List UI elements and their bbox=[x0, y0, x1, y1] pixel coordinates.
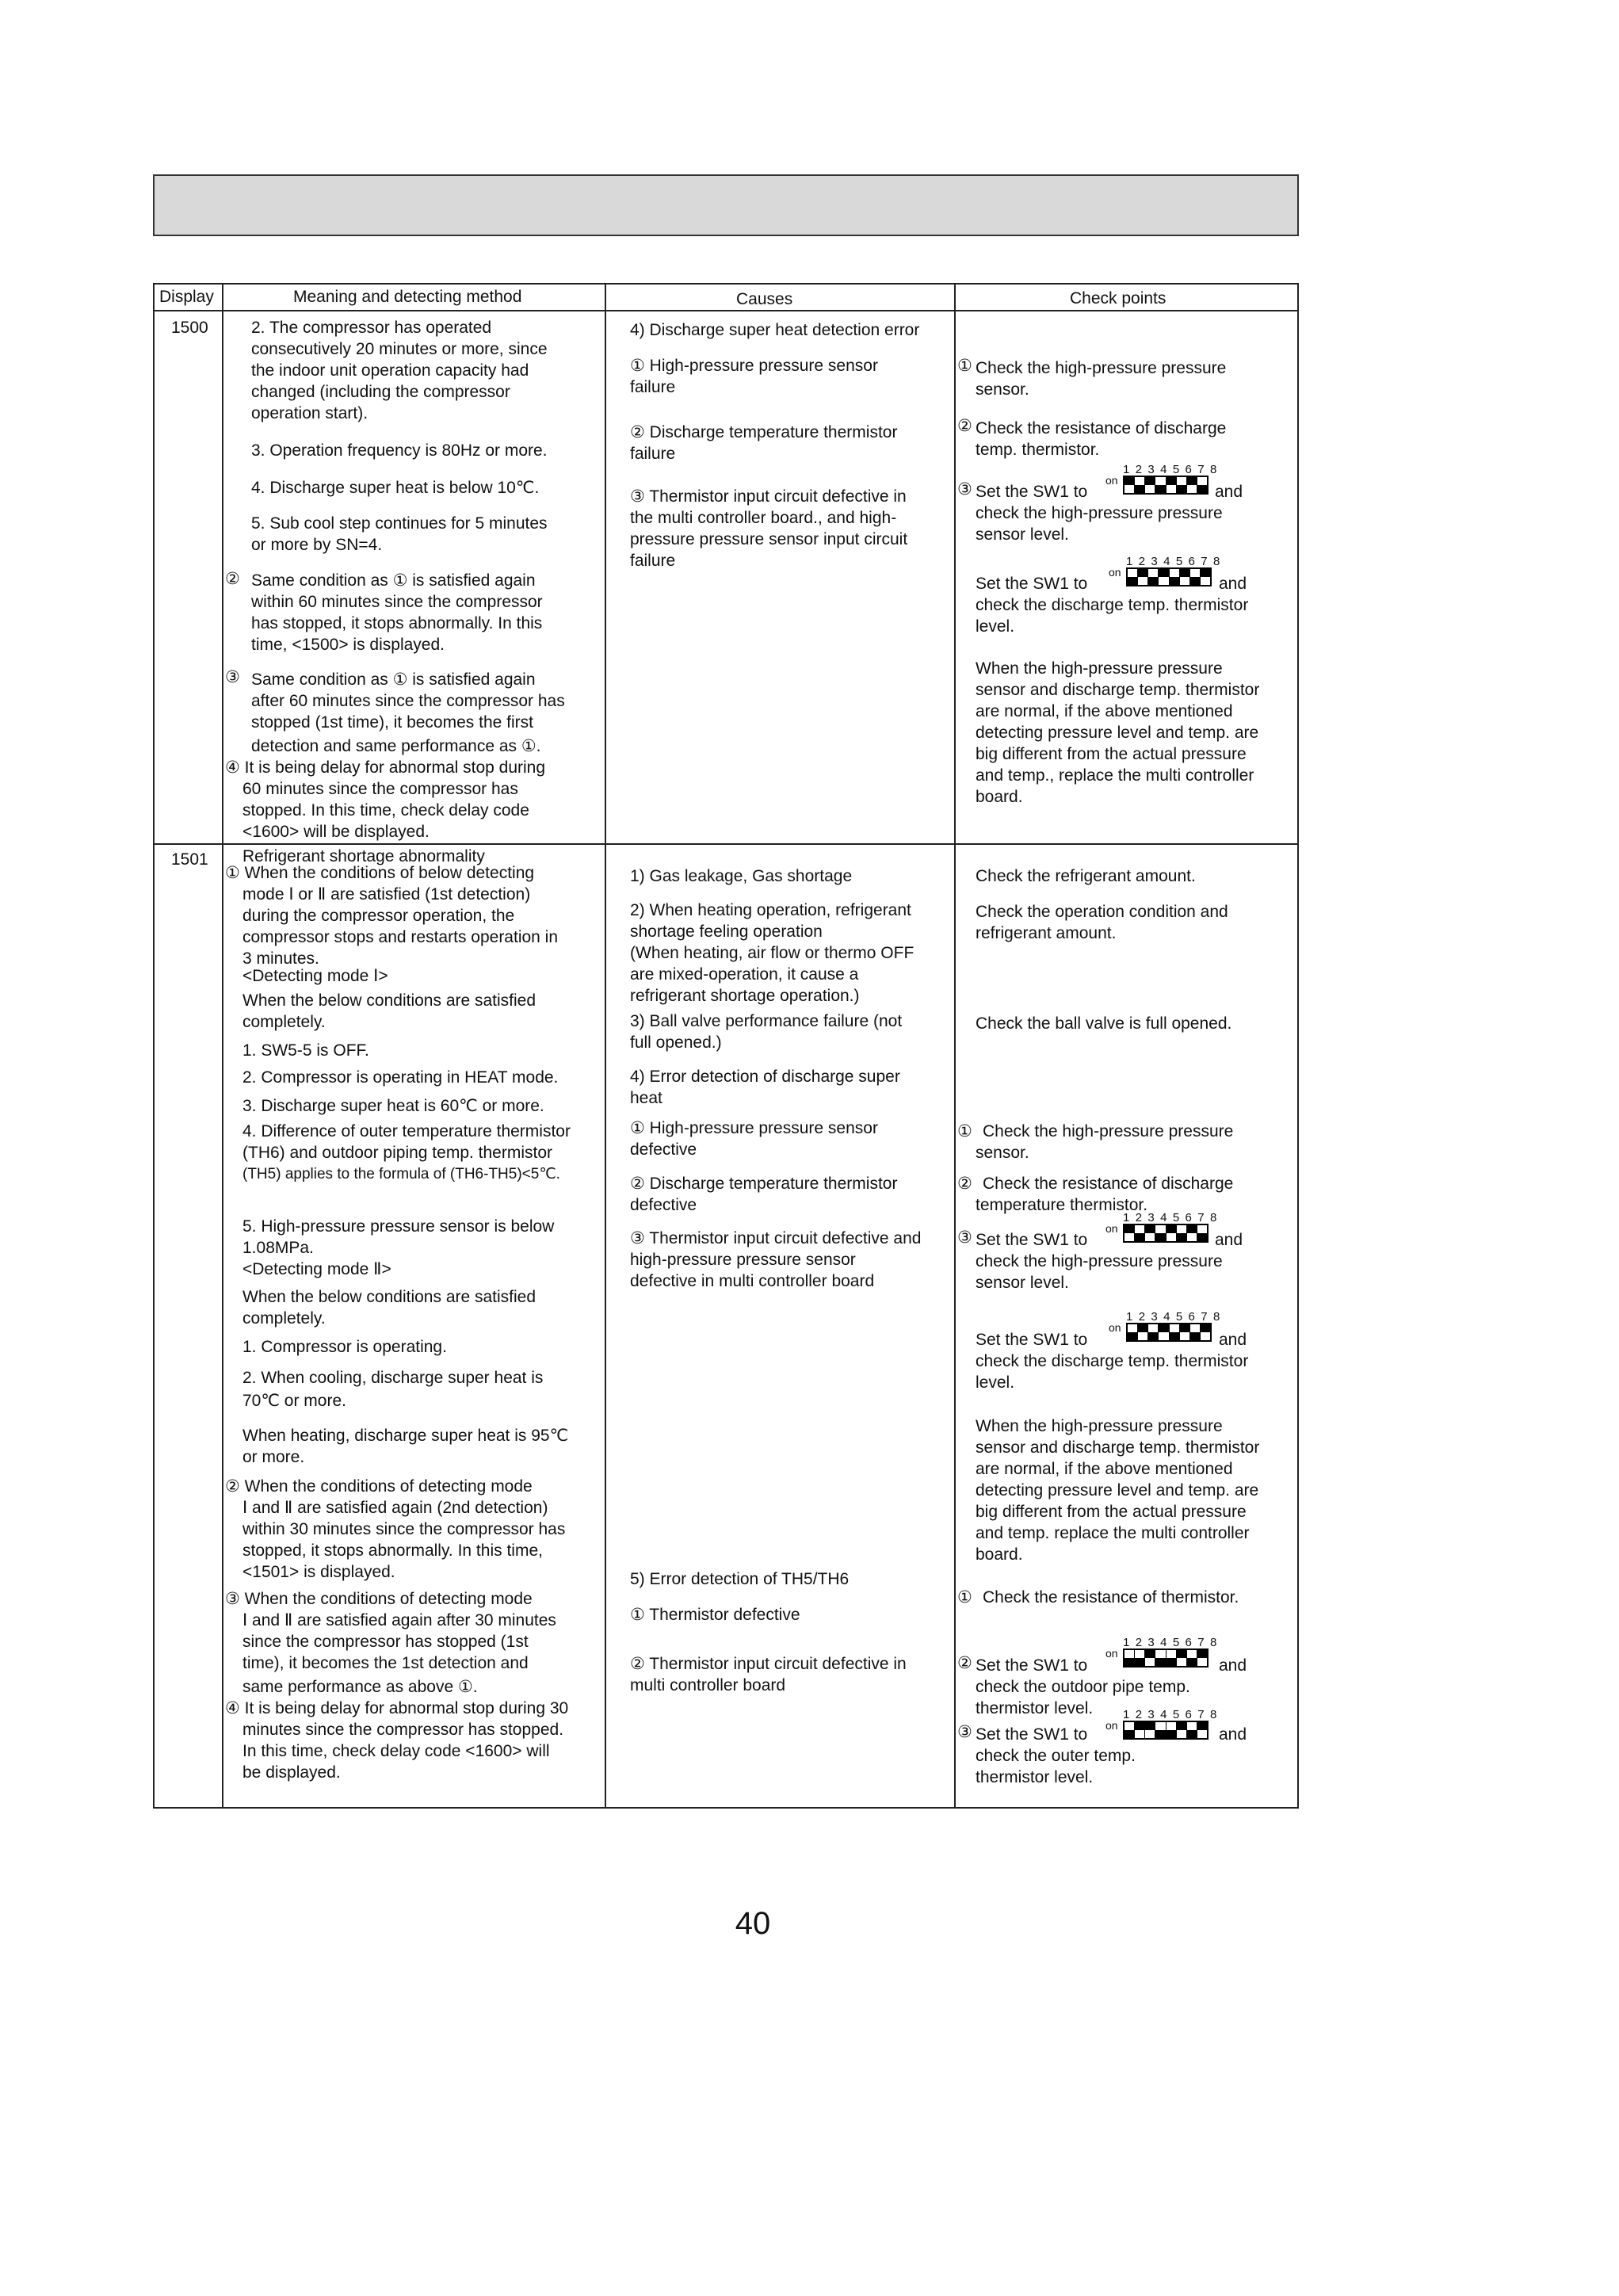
dip-switch-numbers: 1 2 3 4 5 6 7 8 bbox=[1126, 1310, 1221, 1324]
check-line: board. bbox=[976, 1545, 1023, 1564]
check-line: detecting pressure level and temp. are bbox=[976, 1481, 1259, 1499]
column-divider bbox=[222, 285, 223, 1807]
meaning-line: In this time, check delay code <1600> will bbox=[242, 1742, 550, 1760]
meaning-line: Same condition as ① is satisfied again bbox=[251, 670, 536, 689]
meaning-line: completely. bbox=[242, 1013, 326, 1031]
check-line: check the high-pressure pressure bbox=[976, 1252, 1223, 1270]
cause-line: 4) Error detection of discharge super bbox=[630, 1068, 900, 1086]
meaning-line: 1. Compressor is operating. bbox=[242, 1338, 447, 1356]
check-line: When the high-pressure pressure bbox=[976, 659, 1223, 678]
check-line: big different from the actual pressure bbox=[976, 745, 1247, 763]
check-line: check the discharge temp. thermistor bbox=[976, 1352, 1249, 1370]
column-divider bbox=[605, 285, 606, 1807]
check-line: check the discharge temp. thermistor bbox=[976, 596, 1249, 614]
check-line: Set the SW1 to bbox=[976, 483, 1088, 501]
meaning-line: or more by SN=4. bbox=[251, 536, 383, 554]
meaning-line: completely. bbox=[242, 1309, 326, 1328]
dip-switch-diagram bbox=[1109, 1310, 1221, 1342]
header-causes: Causes bbox=[736, 290, 793, 308]
check-line: Check the high-pressure pressure bbox=[983, 1122, 1234, 1140]
check-line: check the outdoor pipe temp. bbox=[976, 1678, 1190, 1696]
meaning-line: during the compressor operation, the bbox=[242, 907, 515, 925]
meaning-line: same performance as above ①. bbox=[242, 1678, 478, 1696]
check-marker: ③ bbox=[957, 1228, 972, 1247]
cause-line: defective in multi controller board bbox=[630, 1272, 875, 1290]
cause-line: heat bbox=[630, 1089, 662, 1107]
page-number: 40 bbox=[735, 1906, 771, 1941]
check-line: are normal, if the above mentioned bbox=[976, 1460, 1233, 1478]
cause-line: failure bbox=[630, 552, 676, 570]
check-line: Check the refrigerant amount. bbox=[976, 867, 1196, 885]
check-marker: ① bbox=[957, 1122, 972, 1140]
cause-line: ② Discharge temperature thermistor bbox=[630, 1175, 898, 1193]
cause-line: shortage feeling operation bbox=[630, 923, 823, 941]
cause-line: pressure pressure sensor input circuit bbox=[630, 530, 908, 548]
check-line: Check the resistance of thermistor. bbox=[983, 1588, 1239, 1606]
check-line: and temp. replace the multi controller bbox=[976, 1524, 1250, 1542]
meaning-line: ③ When the conditions of detecting mode bbox=[225, 1590, 533, 1608]
cause-line: are mixed-operation, it cause a bbox=[630, 965, 859, 984]
check-line: level. bbox=[976, 1373, 1015, 1392]
cause-line: ① Thermistor defective bbox=[630, 1606, 800, 1624]
check-marker: ② bbox=[957, 1175, 972, 1193]
meaning-line: time), it becomes the 1st detection and bbox=[242, 1654, 529, 1672]
cause-line: ③ Thermistor input circuit defective in bbox=[630, 487, 907, 506]
meaning-line: detection and same performance as ①. bbox=[251, 737, 541, 755]
check-marker: ② bbox=[957, 1654, 972, 1672]
dip-switch-on-label: on bbox=[1109, 566, 1121, 579]
meaning-line: Ⅰ and Ⅱ are satisfied again (2nd detection) bbox=[242, 1499, 548, 1517]
meaning-marker: ② bbox=[225, 570, 240, 588]
meaning-line: mode Ⅰ or Ⅱ are satisfied (1st detection) bbox=[242, 885, 531, 904]
meaning-line: When the below conditions are satisfied bbox=[242, 991, 536, 1010]
cause-line: ① High-pressure pressure sensor bbox=[630, 357, 878, 375]
check-line: level. bbox=[976, 617, 1015, 636]
meaning-line: 1.08MPa. bbox=[242, 1239, 314, 1257]
check-marker: ① bbox=[957, 357, 972, 375]
check-line: Set the SW1 to bbox=[976, 575, 1088, 593]
meaning-line: consecutively 20 minutes or more, since bbox=[251, 340, 548, 358]
meaning-line: 3. Operation frequency is 80Hz or more. bbox=[251, 441, 548, 460]
meaning-line: 2. The compressor has operated bbox=[251, 319, 492, 337]
check-line: sensor. bbox=[976, 1144, 1029, 1162]
check-line: check the high-pressure pressure bbox=[976, 504, 1223, 522]
meaning-line: <Detecting mode Ⅱ> bbox=[242, 1260, 391, 1278]
check-line: and temp., replace the multi controller bbox=[976, 766, 1254, 785]
meaning-line: within 60 minutes since the compressor bbox=[251, 593, 543, 611]
meaning-line: compressor stops and restarts operation in bbox=[242, 928, 559, 946]
cause-line: full opened.) bbox=[630, 1033, 722, 1052]
meaning-line: <1501> is displayed. bbox=[242, 1563, 395, 1581]
cause-line: ① High-pressure pressure sensor bbox=[630, 1119, 878, 1137]
dip-switch-on-label: on bbox=[1109, 1321, 1121, 1334]
dip-switch-numbers: 1 2 3 4 5 6 7 8 bbox=[1123, 463, 1218, 476]
cause-line: high-pressure pressure sensor bbox=[630, 1251, 856, 1269]
cause-line: ② Discharge temperature thermistor bbox=[630, 423, 898, 441]
meaning-line: 3. Discharge super heat is 60℃ or more. bbox=[242, 1097, 544, 1115]
dip-switch-diagram bbox=[1105, 1708, 1218, 1740]
dip-switch-on-label: on bbox=[1105, 474, 1118, 487]
meaning-line: ② When the conditions of detecting mode bbox=[225, 1477, 533, 1496]
meaning-line: 60 minutes since the compressor has bbox=[242, 780, 518, 798]
check-line: temperature thermistor. bbox=[976, 1196, 1148, 1214]
meaning-line: When the below conditions are satisfied bbox=[242, 1288, 536, 1306]
meaning-line: since the compressor has stopped (1st bbox=[242, 1633, 529, 1651]
meaning-line: 5. Sub cool step continues for 5 minutes bbox=[251, 514, 548, 533]
header-display: Display bbox=[159, 288, 214, 306]
cause-line: ② Thermistor input circuit defective in bbox=[630, 1655, 907, 1673]
header-check-points: Check points bbox=[1070, 289, 1167, 308]
meaning-line: 3 minutes. bbox=[242, 949, 319, 968]
meaning-line: stopped (1st time), it becomes the first bbox=[251, 713, 533, 732]
check-line: Check the resistance of discharge bbox=[983, 1175, 1234, 1193]
check-marker: ① bbox=[957, 1588, 972, 1606]
dip-switch-diagram bbox=[1105, 463, 1218, 495]
display-code-1501: 1501 bbox=[171, 850, 208, 869]
header-meaning: Meaning and detecting method bbox=[293, 288, 522, 306]
dip-switch-diagram bbox=[1105, 1211, 1218, 1243]
check-line: Set the SW1 to bbox=[976, 1231, 1088, 1249]
meaning-line: 4. Difference of outer temperature thermistor bbox=[242, 1122, 571, 1140]
meaning-line: within 30 minutes since the compressor has bbox=[242, 1520, 566, 1538]
dip-switch-on-label: on bbox=[1105, 1647, 1118, 1660]
display-code-1500: 1500 bbox=[171, 319, 208, 337]
meaning-line: <Detecting mode Ⅰ> bbox=[242, 967, 388, 985]
cause-line: 3) Ball valve performance failure (not bbox=[630, 1012, 903, 1030]
meaning-line: 4. Discharge super heat is below 10℃. bbox=[251, 479, 540, 497]
meaning-line: (TH6) and outdoor piping temp. thermistor bbox=[242, 1144, 553, 1162]
check-line: and bbox=[1219, 575, 1247, 593]
meaning-line: Same condition as ① is satisfied again bbox=[251, 571, 536, 590]
section-header-band bbox=[153, 174, 1299, 236]
meaning-line: (TH5) applies to the formula of (TH6-TH5)<5℃. bbox=[242, 1166, 560, 1182]
meaning-line: operation start). bbox=[251, 404, 368, 422]
dip-switch-numbers: 1 2 3 4 5 6 7 8 bbox=[1123, 1636, 1218, 1649]
meaning-line: 5. High-pressure pressure sensor is below bbox=[242, 1217, 555, 1236]
meaning-line: has stopped, it stops abnormally. In this bbox=[251, 614, 543, 632]
dip-switch-on-label: on bbox=[1105, 1222, 1118, 1235]
cause-line: failure bbox=[630, 378, 676, 396]
cause-line: failure bbox=[630, 445, 676, 463]
meaning-marker: ③ bbox=[225, 668, 240, 686]
check-line: sensor. bbox=[976, 380, 1029, 399]
check-line: sensor level. bbox=[976, 1274, 1069, 1292]
meaning-line: or more. bbox=[242, 1448, 305, 1466]
dip-switch-diagram bbox=[1109, 555, 1221, 586]
check-line: Check the operation condition and bbox=[976, 903, 1228, 921]
dip-switch-numbers: 1 2 3 4 5 6 7 8 bbox=[1123, 1211, 1218, 1224]
check-line: check the outer temp. bbox=[976, 1747, 1136, 1765]
check-marker: ② bbox=[957, 417, 972, 435]
check-line: Check the ball valve is full opened. bbox=[976, 1014, 1232, 1033]
dip-switch-diagram bbox=[1105, 1636, 1218, 1668]
check-line: Check the high-pressure pressure bbox=[976, 359, 1227, 377]
check-line: sensor level. bbox=[976, 525, 1069, 544]
check-line: sensor and discharge temp. thermistor bbox=[976, 681, 1260, 699]
check-line: and bbox=[1215, 483, 1243, 501]
check-line: Check the resistance of discharge bbox=[976, 419, 1227, 437]
check-line: and bbox=[1219, 1331, 1247, 1349]
meaning-line: 1. SW5-5 is OFF. bbox=[242, 1041, 369, 1060]
meaning-line: ④ It is being delay for abnormal stop during 30 bbox=[225, 1699, 569, 1717]
meaning-line: <1600> will be displayed. bbox=[242, 823, 430, 841]
cause-line: the multi controller board., and high- bbox=[630, 509, 897, 527]
meaning-line: 2. When cooling, discharge super heat is bbox=[242, 1369, 544, 1387]
check-line: and bbox=[1219, 1656, 1247, 1675]
check-marker: ③ bbox=[957, 480, 972, 499]
meaning-line: ① When the conditions of below detecting bbox=[225, 864, 535, 882]
check-line: thermistor level. bbox=[976, 1699, 1094, 1717]
meaning-line: stopped. In this time, check delay code bbox=[242, 801, 529, 819]
meaning-line: be displayed. bbox=[242, 1763, 341, 1782]
check-line: refrigerant amount. bbox=[976, 924, 1117, 942]
row-divider bbox=[155, 310, 1297, 311]
check-line: Set the SW1 to bbox=[976, 1656, 1088, 1675]
check-line: and bbox=[1215, 1231, 1243, 1249]
meaning-line: changed (including the compressor bbox=[251, 383, 510, 401]
cause-line: multi controller board bbox=[630, 1676, 786, 1694]
check-line: board. bbox=[976, 788, 1023, 806]
check-marker: ③ bbox=[957, 1723, 972, 1741]
meaning-line: Ⅰ and Ⅱ are satisfied again after 30 minutes bbox=[242, 1611, 556, 1629]
meaning-line: minutes since the compressor has stopped. bbox=[242, 1721, 564, 1739]
cause-line: 4) Discharge super heat detection error bbox=[630, 321, 920, 339]
cause-line: refrigerant shortage operation.) bbox=[630, 987, 860, 1005]
cause-line: 1) Gas leakage, Gas shortage bbox=[630, 867, 853, 885]
row-divider bbox=[155, 843, 1297, 845]
meaning-line: the indoor unit operation capacity had bbox=[251, 361, 529, 380]
check-line: and bbox=[1219, 1725, 1247, 1744]
check-line: temp. thermistor. bbox=[976, 441, 1100, 459]
check-line: big different from the actual pressure bbox=[976, 1503, 1247, 1521]
dip-switch-numbers: 1 2 3 4 5 6 7 8 bbox=[1126, 555, 1221, 568]
check-line: Set the SW1 to bbox=[976, 1331, 1088, 1349]
meaning-line: time, <1500> is displayed. bbox=[251, 636, 445, 654]
cause-line: 2) When heating operation, refrigerant bbox=[630, 901, 911, 919]
meaning-line: ④ It is being delay for abnormal stop during bbox=[225, 758, 546, 777]
check-line: are normal, if the above mentioned bbox=[976, 702, 1233, 720]
troubleshooting-table bbox=[153, 283, 1299, 1809]
meaning-line: 2. Compressor is operating in HEAT mode. bbox=[242, 1068, 559, 1087]
meaning-line: after 60 minutes since the compressor has bbox=[251, 692, 565, 710]
meaning-line: stopped, it stops abnormally. In this time, bbox=[242, 1541, 543, 1560]
cause-line: (When heating, air flow or thermo OFF bbox=[630, 944, 915, 962]
check-line: thermistor level. bbox=[976, 1768, 1094, 1786]
check-line: sensor and discharge temp. thermistor bbox=[976, 1438, 1260, 1457]
cause-line: defective bbox=[630, 1196, 697, 1214]
column-divider bbox=[954, 285, 956, 1807]
meaning-line: Refrigerant shortage abnormality bbox=[242, 847, 485, 865]
check-line: When the high-pressure pressure bbox=[976, 1417, 1223, 1435]
cause-line: 5) Error detection of TH5/TH6 bbox=[630, 1570, 850, 1588]
dip-switch-numbers: 1 2 3 4 5 6 7 8 bbox=[1123, 1708, 1218, 1721]
meaning-line: When heating, discharge super heat is 95℃ bbox=[242, 1427, 569, 1445]
check-line: detecting pressure level and temp. are bbox=[976, 724, 1259, 742]
dip-switch-on-label: on bbox=[1105, 1719, 1118, 1732]
check-line: Set the SW1 to bbox=[976, 1725, 1088, 1744]
meaning-line: 70℃ or more. bbox=[242, 1392, 346, 1410]
cause-line: defective bbox=[630, 1140, 697, 1159]
cause-line: ③ Thermistor input circuit defective and bbox=[630, 1229, 922, 1247]
